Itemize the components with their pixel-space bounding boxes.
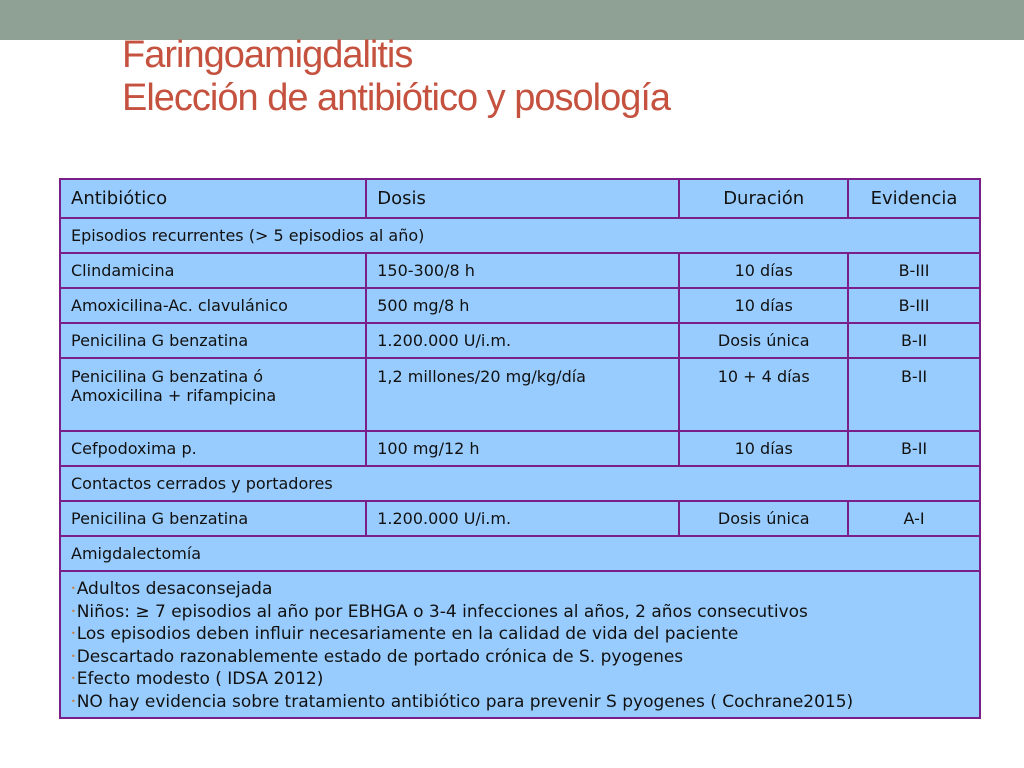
header-dose: Dosis [366,179,679,218]
cell-antibiotic: Clindamicina [60,253,366,288]
cell-duration: 10 días [679,288,848,323]
cell-evidence: B-III [848,288,980,323]
cell-antibiotic: Amoxicilina-Ac. clavulánico [60,288,366,323]
note-item [71,691,969,714]
bullet-icon: • [71,696,76,706]
title-line-1: Faringoamigdalitis [122,34,413,76]
section-label: Contactos cerrados y portadores [60,466,980,501]
bullet-icon: • [71,606,76,616]
note-item [71,646,969,669]
section-row-contacts [60,466,980,501]
bullet-icon: • [71,629,76,638]
table-row [60,323,980,358]
note-text: Los episodios deben influir necesariamente en la calidad de vida del paciente [76,624,739,644]
cell-dose: 500 mg/8 h [366,288,679,323]
cell-antibiotic: Penicilina G benzatina [60,501,366,536]
cell-evidence: B-II [848,323,980,358]
cell-dose: 100 mg/12 h [366,431,679,466]
note-text: Niños: ≥ 7 episodios al año por EBHGA o 3-4 infecciones al años, 2 años consecutivos [76,601,808,622]
table-row [60,431,980,466]
bullet-icon: • [71,674,76,683]
antibiotic-line-1: Penicilina G benzatina ó [71,367,264,386]
section-label: Episodios recurrentes (> 5 episodios al año) [60,218,980,253]
antibiotic-line-2: Amoxicilina + rifampicina [71,386,277,405]
header-row [60,179,980,218]
antibiotic-table [59,178,981,719]
cell-duration: 10 + 4 días [679,358,848,431]
cell-antibiotic: Penicilina G benzatina [60,323,366,358]
note-item [71,668,969,691]
section-row-tonsillectomy [60,536,980,571]
cell-antibiotic [60,358,366,431]
header-antibiotic: Antibiótico [60,179,366,218]
cell-dose: 1.200.000 U/i.m. [366,323,679,358]
table-row [60,501,980,536]
cell-dose: 150-300/8 h [366,253,679,288]
note-item [71,623,969,646]
slide-title [122,34,670,120]
notes-cell [60,571,980,718]
note-text: NO hay evidencia sobre tratamiento antibiótico para prevenir S pyogenes ( Cochrane2015) [76,691,854,712]
table-row [60,253,980,288]
notes-list [71,578,969,713]
section-row-recurrent [60,218,980,253]
header-evidence: Evidencia [848,179,980,218]
cell-evidence: B-III [848,253,980,288]
bullet-icon: • [71,651,76,661]
note-text: Descartado razonablemente estado de portado crónica de S. pyogenes [76,646,684,667]
cell-dose: 1.200.000 U/i.m. [366,501,679,536]
cell-duration: Dosis única [679,501,848,536]
note-item [71,601,969,624]
cell-antibiotic: Cefpodoxima p. [60,431,366,466]
title-line-2: Elección de antibiótico y posología [122,77,671,119]
note-text: Efecto modesto ( IDSA 2012) [76,669,324,689]
note-item [71,578,969,601]
table-row [60,358,980,431]
note-text: Adultos desaconsejada [76,579,273,599]
cell-evidence: A-I [848,501,980,536]
header-duration: Duración [679,179,848,218]
cell-duration: Dosis única [679,323,848,358]
section-label: Amigdalectomía [60,536,980,571]
cell-dose: 1,2 millones/20 mg/kg/día [366,358,679,431]
cell-duration: 10 días [679,253,848,288]
cell-duration: 10 días [679,431,848,466]
bullet-icon: • [71,584,76,593]
cell-evidence: B-II [848,431,980,466]
notes-row [60,571,980,718]
cell-evidence: B-II [848,358,980,431]
table-row [60,288,980,323]
